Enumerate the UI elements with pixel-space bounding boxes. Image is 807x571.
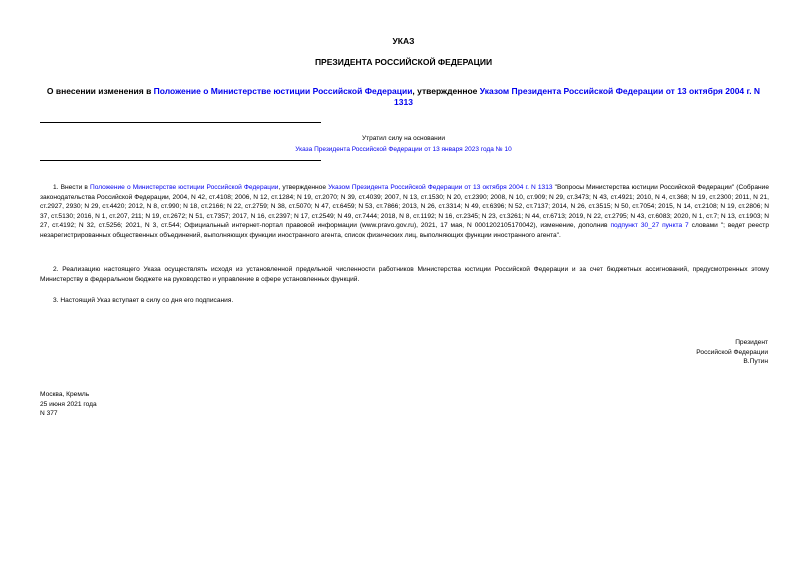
p2-text: 2. Реализацию настоящего Указа осуществлять исходя из установленной предельной численности работников Министерства юстиции Российской Федерации и за счет бюджетных ассигнований, предусмотренных этому Министерству в федеральном бюджете на руководство и управление в сфере установленных функций. [40, 266, 769, 283]
lost-force-notice [0, 133, 807, 155]
title-link-regulation[interactable]: Положение о Министерстве юстиции Российской Федерации [153, 86, 413, 96]
signature-position: Президент [735, 339, 768, 346]
title-link-decree[interactable]: Указом Президента Российской Федерации от 13 октября 2004 г. N 1313 [394, 86, 761, 107]
title-prefix: О внесении изменения в [46, 86, 154, 96]
place-date: 25 июня 2021 года [40, 400, 97, 408]
p1-text-3: словами "; ведет реестр незарегистрированных общественных объединений, выполняющих функции иностранного агента, список физических лиц, выполняющих функции иностранного агента". [40, 222, 769, 239]
document-number: N 377 [40, 410, 58, 418]
doc-type-heading: УКАЗ [392, 36, 415, 46]
p1-text-1: , утвержденное [278, 184, 329, 191]
lost-force-text: Утратил силу на основании [361, 135, 446, 142]
signature-name: В.Путин [743, 358, 768, 366]
signature-country: Российской Федерации [696, 348, 768, 356]
p1-num: 1. Внести в [53, 184, 90, 191]
p3-text: 3. Настоящий Указ вступает в силу со дня его подписания. [53, 297, 234, 304]
document-title [40, 86, 767, 108]
p1-text-2: "Вопросы Министерства юстиции Российской Федерации" (Собрание законодательства Российской Федерации, 2004, N 42, ст.4108; 2006, N 12, ст.1284; N 19, ст.2070; N 39, ст.4039; 2007, N 13, ст.1530; N 20, ст.2390; 2008, N 10, ст.909; N 29, ст.3473; N 43, ст.4921; 2010, N 4, ст.368; N 19, ст.2300; 2011, N 21, ст.2927, 2930; N 29, ст.4420; 2012, N 8, ст.990; N 18, ст.2166; N 22, ст.2759; N 38, ст.5070; N 47, ст.6459; N 53, ст.7866; 2013, N 26, ст.3314; N 49, ст.6396; N 52, ст.7137; 2014, N 26, ст.3515; N 50, ст.7054; 2015, N 14, ст.2108; N 19, ст.2806; N 37, ст.5130; 2016, N 1, ст.207, 211; N 19, ст.2672; N 51, ст.7357; 2017, N 16, ст.2397; N 17, ст.2549; N 49, ст.7444; 2018, N 8, ст.1192; N 16, ст.2345; N 23, ст.3261; N 44, ст.6713; 2019, N 22, ст.2795; N 43, ст.6083; 2020, N 1, ст.7; N 13, ст.1903; N 27, ст.4192; N 32, ст.5256; 2021, N 3, ст.544; Официальный интернет-портал правовой информации (www.pravo.gov.ru), 2021, 17 мая, N 0001202105170042), изменение, дополнив [40, 184, 769, 230]
paragraph-3 [40, 296, 769, 306]
divider-top [40, 122, 321, 123]
divider-bottom [40, 160, 321, 161]
p1-link-subclause[interactable]: подпункт 30_27 пункта 7 [610, 222, 689, 230]
title-mid: , утвержденное [412, 86, 480, 96]
signature-block [696, 338, 768, 367]
p1-link-decree[interactable]: Указом Президента Российской Федерации от 13 октября 2004 г. N 1313 [328, 184, 553, 191]
paragraph-1 [40, 183, 769, 241]
place-city: Москва, Кремль [40, 391, 90, 398]
p1-link-regulation[interactable]: Положение о Министерстве юстиции Российской Федерации [90, 184, 279, 191]
issuer-heading: ПРЕЗИДЕНТА РОССИЙСКОЙ ФЕДЕРАЦИИ [314, 57, 493, 67]
lost-force-basis-link[interactable]: Указа Президента Российской Федерации от 13 января 2023 года № 10 [295, 146, 512, 153]
place-date-block [40, 390, 97, 419]
paragraph-2 [40, 265, 769, 284]
